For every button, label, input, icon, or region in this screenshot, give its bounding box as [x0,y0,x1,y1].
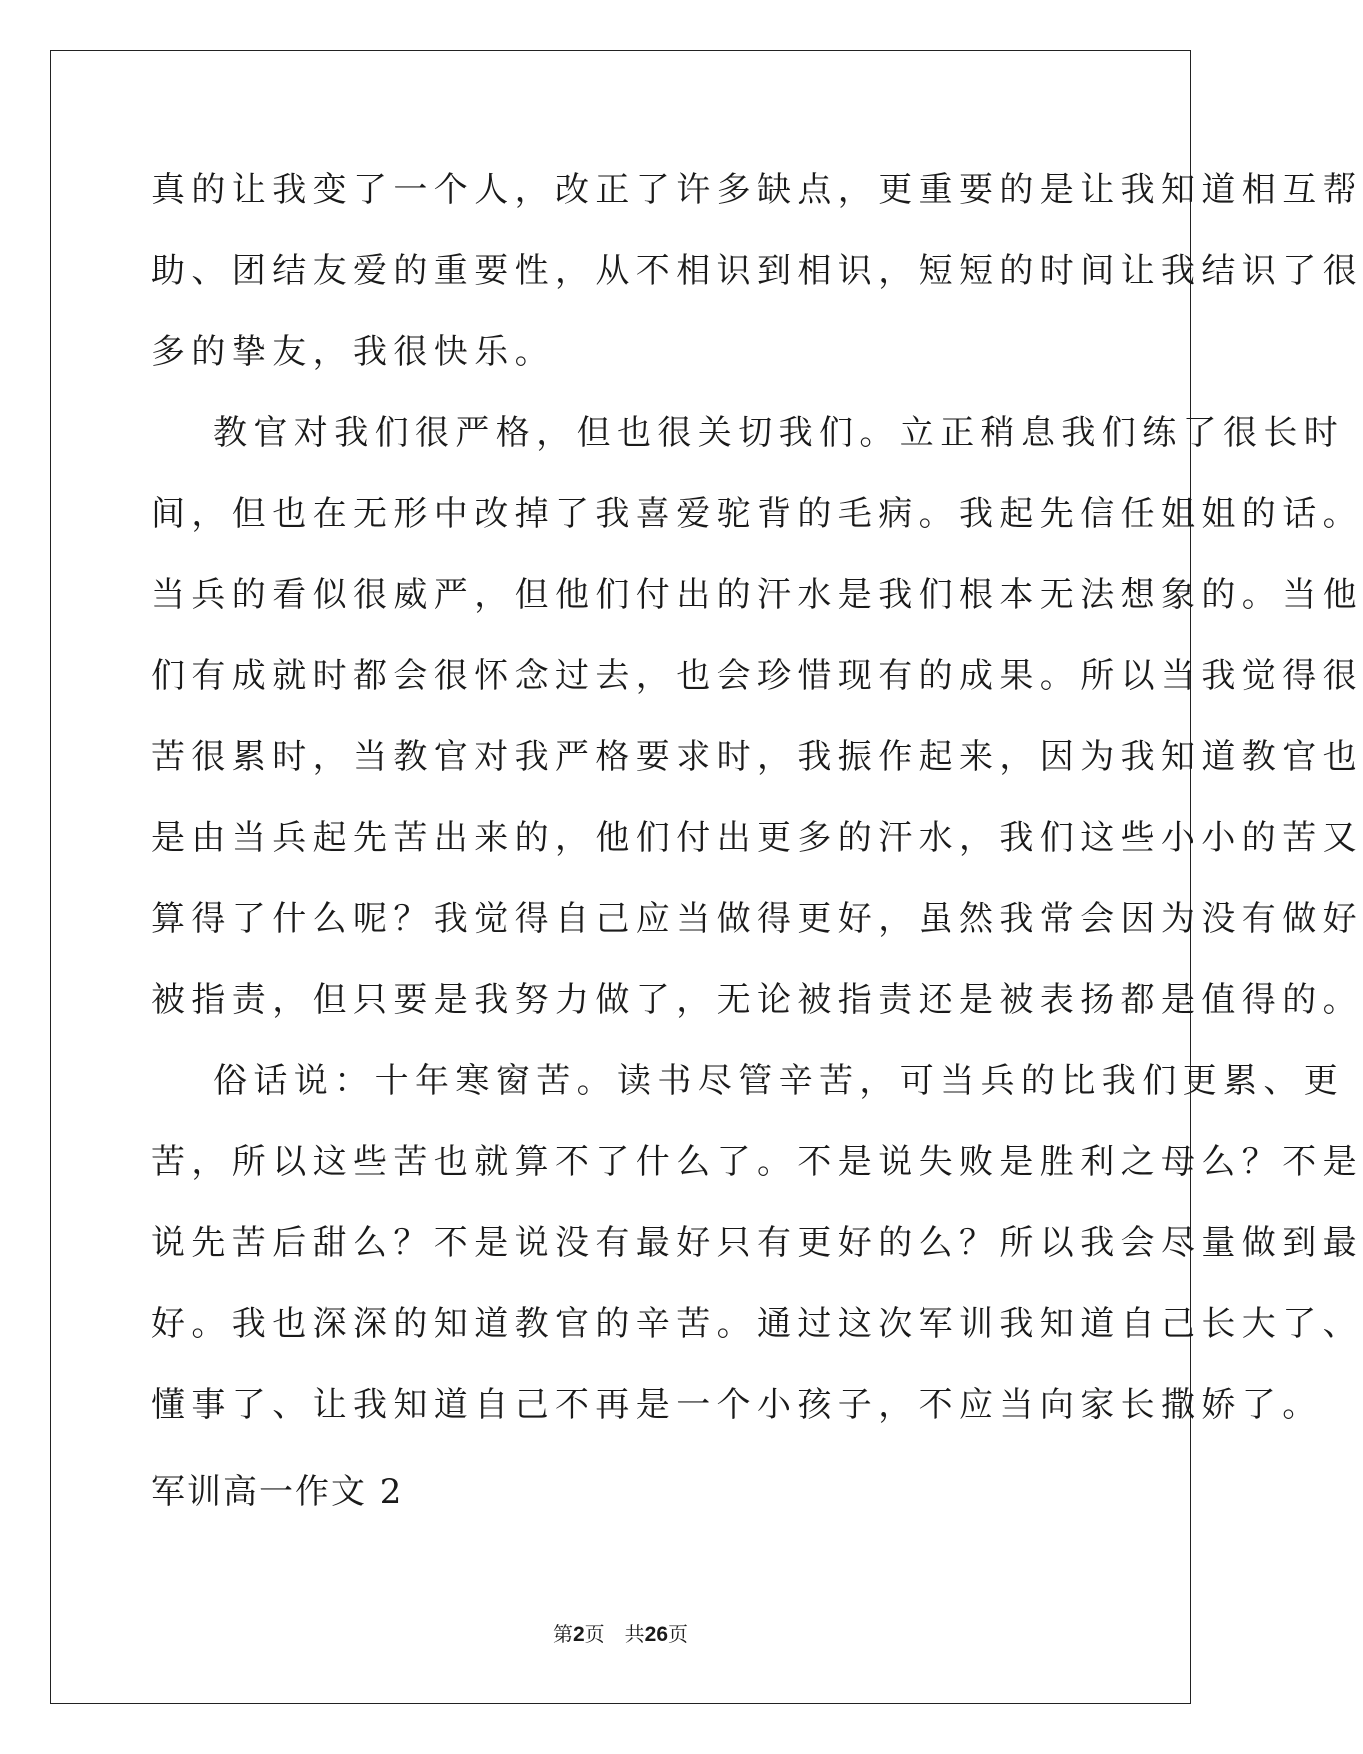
text-line: 懂事了、让我知道自己不再是一个小孩子，不应当向家长撒娇了。 [151,1385,1323,1425]
text-line: 俗话说：十年寒窗苦。读书尽管辛苦，可当兵的比我们更累、更 [213,1061,1345,1101]
text-line: 说先苦后甜么？不是说没有最好只有更好的么？所以我会尽量做到最 [151,1223,1363,1263]
footer-total-pages: 26 [644,1623,669,1646]
text-line: 助、团结友爱的重要性，从不相识到相识，短短的时间让我结识了很 [151,251,1363,291]
text-line: 算得了什么呢？我觉得自己应当做得更好，虽然我常会因为没有做好 [151,899,1363,939]
text-line: 好。我也深深的知道教官的辛苦。通过这次军训我知道自己长大了、 [151,1304,1363,1344]
text-line: 苦，所以这些苦也就算不了什么了。不是说失败是胜利之母么？不是 [151,1142,1363,1182]
footer-total-unit: 页 [668,1622,689,1646]
section-heading: 军训高一作文 2 [151,1472,404,1512]
footer-total-prefix: 共 [624,1622,645,1646]
text-line: 多的挚友，我很快乐。 [151,332,555,372]
footer-prefix: 第 [552,1622,573,1646]
body-text [151,160,1363,1456]
text-line: 教官对我们很严格，但也很关切我们。立正稍息我们练了很长时 [213,413,1345,453]
text-line: 被指责，但只要是我努力做了，无论被指责还是被表扬都是值得的。 [151,980,1363,1020]
footer-page-unit: 页 [584,1622,605,1646]
text-line: 间，但也在无形中改掉了我喜爱驼背的毛病。我起先信任姐姐的话。 [151,494,1363,534]
text-line: 真的让我变了一个人，改正了许多缺点，更重要的是让我知道相互帮 [151,170,1363,210]
footer-page-number: 2 [572,1623,585,1646]
text-line: 当兵的看似很威严，但他们付出的汗水是我们根本无法想象的。当他 [151,575,1363,615]
page-footer [0,1620,1241,1649]
text-line: 是由当兵起先苦出来的，他们付出更多的汗水，我们这些小小的苦又 [151,818,1363,858]
text-line: 苦很累时，当教官对我严格要求时，我振作起来，因为我知道教官也 [151,737,1363,777]
text-line: 们有成就时都会很怀念过去，也会珍惜现有的成果。所以当我觉得很 [151,656,1363,696]
